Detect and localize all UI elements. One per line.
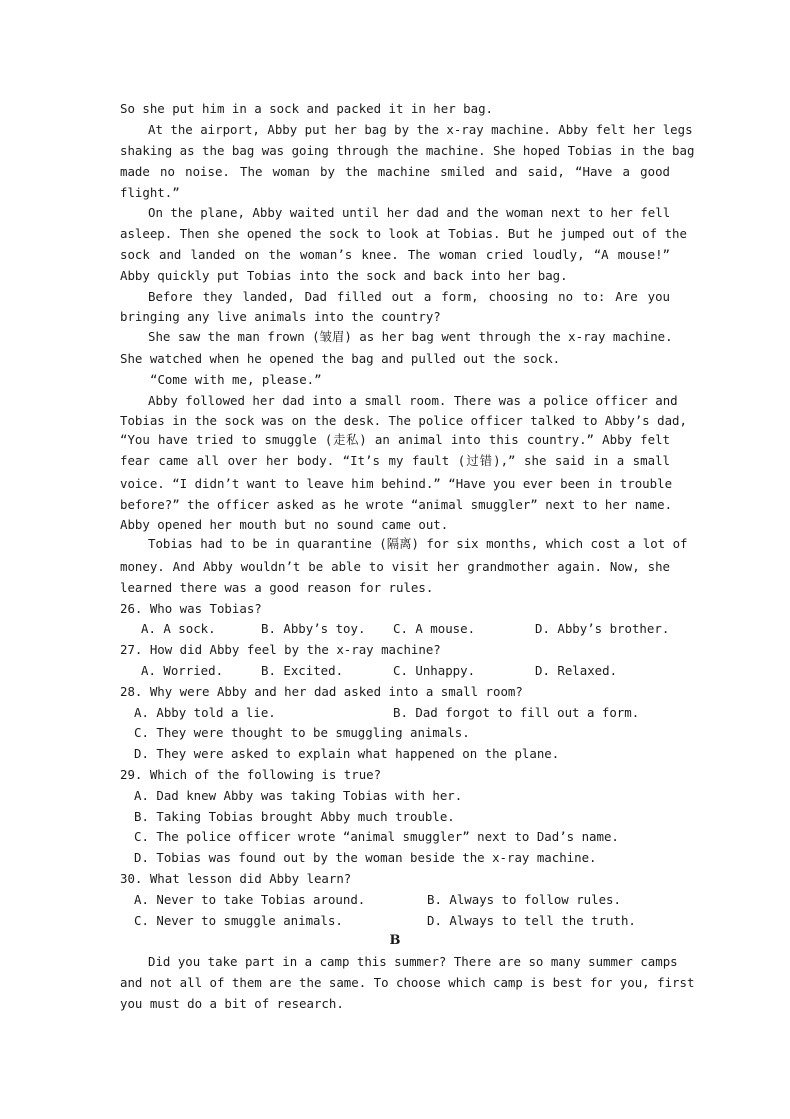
option-a: A. Abby told a lie. [134,705,276,720]
question-stem: 27. How did Abby feel by the x-ray machine? [120,642,441,657]
question-stem: 29. Which of the following is true? [120,767,382,782]
passage-line: On the plane, Abby waited until her dad and the woman next to her fell [148,205,671,220]
option-c: C. A mouse. [393,621,476,636]
passage-line: Did you take part in a camp this summer? There are so many summer camps [148,954,678,969]
option-c: C. They were thought to be smuggling animals. [134,725,470,740]
passage-line: She saw the man frown (皱眉) as her bag went through the x-ray machine. [148,329,673,344]
passage-line: So she put him in a sock and packed it in her bag. [120,101,493,116]
option-a: A. Never to take Tobias around. [134,892,366,907]
passage-line: voice. “I didn’t want to leave him behind.” “Have you ever been in trouble [120,476,673,491]
option-b: B. Abby’s toy. [261,621,366,636]
option-b: B. Taking Tobias brought Abby much trouble. [134,809,455,824]
passage-line: Abby opened her mouth but no sound came out. [120,517,449,532]
option-c: C. Unhappy. [393,663,476,678]
option-c: C. The police officer wrote “animal smuggler” next to Dad’s name. [134,829,619,844]
option-b: B. Always to follow rules. [427,892,621,907]
option-b: B. Dad forgot to fill out a form. [393,705,640,720]
passage-line: made no noise. The woman by the machine smiled and said, “Have a good [120,164,670,179]
option-a: A. Dad knew Abby was taking Tobias with her. [134,788,463,803]
passage-line: asleep. Then she opened the sock to look at Tobias. But he jumped out of the [120,226,687,241]
passage-line: Abby followed her dad into a small room. There was a police officer and [148,393,678,408]
passage-line: learned there was a good reason for rules. [120,580,434,595]
passage-line: She watched when he opened the bag and pulled out the sock. [120,351,561,366]
option-d: D. Abby’s brother. [535,621,670,636]
section-heading: B [389,933,401,948]
passage-line: “Come with me, please.” [150,372,322,387]
option-d: D. They were asked to explain what happened on the plane. [134,746,560,761]
passage-line: Abby quickly put Tobias into the sock and back into her bag. [120,268,568,283]
passage-line: shaking as the bag was going through the machine. She hoped Tobias in the bag [120,143,695,158]
passage-line: money. And Abby wouldn’t be able to visit her grandmother again. Now, she [120,559,670,574]
option-b: B. Excited. [261,663,344,678]
passage-line: flight.” [120,185,180,200]
option-d: D. Tobias was found out by the woman beside the x-ray machine. [134,850,597,865]
option-d: D. Always to tell the truth. [427,913,636,928]
option-d: D. Relaxed. [535,663,618,678]
passage-line: Before they landed, Dad filled out a form, choosing no to: Are you [148,289,670,304]
passage-line: sock and landed on the woman’s knee. The woman cried loudly, “A mouse!” [120,247,670,262]
option-c: C. Never to smuggle animals. [134,913,343,928]
question-stem: 30. What lesson did Abby learn? [120,871,352,886]
passage-line: “You have tried to smuggle (走私) an animal into this country.” Abby felt [120,432,670,447]
passage-line: you must do a bit of research. [120,996,344,1011]
passage-line: Tobias had to be in quarantine (隔离) for six months, which cost a lot of [148,536,688,551]
question-stem: 26. Who was Tobias? [120,601,262,616]
option-a: A. Worried. [141,663,224,678]
passage-line: and not all of them are the same. To choose which camp is best for you, first [120,975,695,990]
passage-line: Tobias in the sock was on the desk. The police officer talked to Abby’s dad, [120,413,687,428]
option-a: A. A sock. [141,621,216,636]
passage-line: before?” the officer asked as he wrote “animal smuggler” next to her name. [120,497,673,512]
question-stem: 28. Why were Abby and her dad asked into a small room? [120,684,523,699]
passage-line: At the airport, Abby put her bag by the x-ray machine. Abby felt her legs [148,122,693,137]
passage-line: fear came all over her body. “It’s my fault (过错),” she said in a small [120,453,670,468]
passage-line: bringing any live animals into the country? [120,309,441,324]
